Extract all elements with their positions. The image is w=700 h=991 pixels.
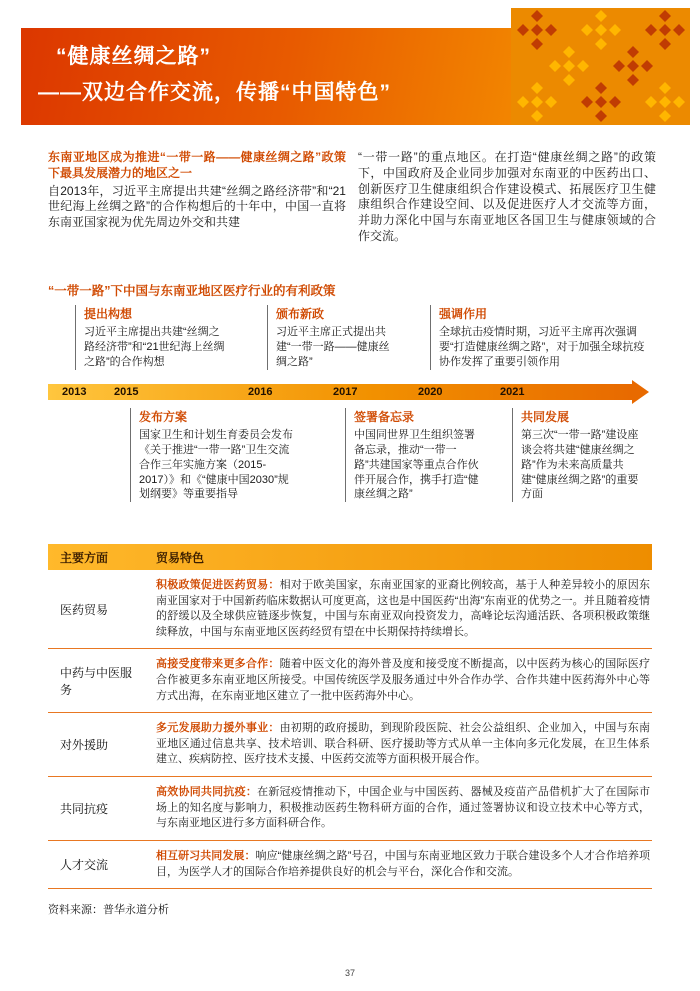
source-note: 资料来源：普华永道分析 (48, 904, 169, 917)
timeline-arrowhead-icon (632, 380, 649, 404)
timeline-item-label: 签署备忘录 (354, 410, 415, 424)
timeline-item-text: 习近平主席提出共建“丝绸之路经济带”和“21世纪海上丝绸之路”的合作构想 (84, 326, 225, 368)
table-header-aspect: 主要方面 (60, 550, 109, 565)
timeline-item-text: 国家卫生和计划生育委员会发布《关于推进“一带一路”卫生交流合作三年实施方案（2015-2017）》和《“健康中国2030”规划纲要》等重要指导 (139, 429, 293, 501)
timeline-title: “一带一路”下中国与东南亚地区医疗行业的有利政策 (48, 284, 336, 298)
timeline-item-2021 (512, 408, 642, 502)
decorative-pattern (511, 8, 690, 125)
row-lead-text: 高接受度带来更多合作： (156, 658, 280, 671)
intro-section (48, 150, 656, 280)
row-feature-text (148, 713, 652, 776)
row-feature-text (148, 841, 652, 888)
timeline-item-2015 (130, 408, 294, 502)
timeline-item-memorandum (345, 408, 479, 502)
timeline-item-label: 发布方案 (139, 410, 188, 424)
timeline-item-label: 共同发展 (521, 410, 570, 424)
row-body-text: 响应“健康丝绸之路”号召，中国与东南亚地区致力于联合建设多个人才合作培养项目，为医学人才的国际合作培养提供良好的机会与平台，深化合作和交流。 (156, 849, 651, 878)
row-lead-text: 积极政策促进医药贸易： (156, 579, 280, 591)
timeline-item-label: 提出构想 (84, 307, 133, 321)
timeline-year: 2017 (333, 386, 358, 398)
timeline-item-2013 (75, 305, 227, 370)
table-row-pharma-trade (48, 570, 652, 649)
row-aspect-label: 对外援助 (60, 738, 109, 753)
table-row-foreign-aid (48, 713, 652, 777)
trade-feature-table (48, 544, 652, 917)
intro-right-column (358, 150, 656, 245)
page-title-line2: ——双边合作交流，传播“中国特色” (38, 81, 391, 104)
row-lead-text: 多元发展助力援外事业： (156, 722, 280, 735)
intro-left-text: 自2013年，习近平主席提出共建“丝绸之路经济带”和“21世纪海上丝绸之路”的合作构想后的十年中，中国一直将东南亚国家视为优先周边外交和共建 (48, 183, 346, 230)
table-header-feature: 贸易特色 (156, 550, 205, 565)
intro-heading: 东南亚地区成为推进“一带一路——健康丝绸之路”政策下最具发展潜力的地区之一 (48, 150, 346, 180)
pattern-motif-graphic (511, 8, 690, 125)
intro-left-column (48, 150, 346, 231)
row-body-text: 随着中医文化的海外普及度和接受度不断提高，以中医药为核心的国际医疗合作被更多东南亚地区所接受。中国传统医学及服务通过中外合作办学、合作共建中医药海外中心等方式出海，在东南亚地区建立了一批中医药海外中心。 (156, 658, 651, 702)
row-aspect-label: 人才交流 (60, 858, 109, 873)
table-row-tcm-services (48, 649, 652, 713)
row-feature-text (148, 570, 652, 648)
table-row-talent-exchange (48, 841, 652, 889)
timeline-item-text: 习近平主席正式提出共建“一带一路——健康丝绸之路” (276, 326, 390, 368)
row-aspect-label: 中药与中医服务 (60, 665, 133, 697)
timeline-axis (48, 384, 632, 400)
row-feature-text (148, 777, 652, 840)
page-title-line1: “健康丝绸之路” (56, 45, 211, 68)
page-number: 37 (344, 968, 355, 978)
timeline-item-2017 (267, 305, 391, 370)
table-row-pandemic-cooperation (48, 777, 652, 841)
row-body-text: 由初期的政府援助，到现阶段医院、社会公益组织、企业加入，中国与东南亚地区通过信息共享、技术培训、联合科研、医疗援助等方式从单一主体向多元化发展，在卫生体系建立、疾病防控、医疗技术支援、中医药交流等方面积极开展合作。 (156, 722, 651, 766)
row-lead-text: 相互研习共同发展： (156, 849, 256, 862)
timeline-year: 2016 (248, 386, 273, 398)
timeline-year: 2021 (500, 386, 525, 398)
row-body-text: 相对于欧美国家，东南亚国家的亚裔比例较高，基于人种差异较小的原因东南亚国家对于中国新药临床数据认可度更高，这也是中国医药“出海”东南亚的优势之一。并且随着疫情的舒缓以及全球供应链逐步恢复，中国与东南亚双向投资发力，高峰论坛沟通活跃、各项积极政策继续释放，中国与东南亚地区医药经贸有望在中长期保持持续增长。 (156, 579, 651, 638)
timeline-section (0, 281, 700, 543)
row-body-text: 在新冠疫情推动下，中国企业与中国医药、器械及疫苗产品借机扩大了在国际市场上的知名度与影响力，积极推动医药生物科研方面的合作，通过签署协议和设立技术中心等方式，与东南亚地区进行多方面科研合作。 (156, 786, 650, 830)
intro-right-text: “一带一路”的重点地区。在打造“健康丝绸之路”的政策下，中国政府及企业同步加强对东南亚的中医药出口、创新医疗卫生健康组织合作建设模式、拓展医疗卫生健康组织合作建设空间、以及促进医疗人才交流等方面，并助力深化中国与东南亚地区各国卫生与健康领域的合作交流。 (358, 150, 656, 244)
timeline-item-text: 中国同世界卫生组织签署备忘录，推动“一带一路”共建国家等重点合作伙伴开展合作，携手打造“健康丝绸之路” (354, 429, 479, 501)
row-feature-text (148, 649, 652, 712)
row-aspect-label: 共同抗疫 (60, 802, 109, 816)
timeline-item-label: 强调作用 (439, 307, 488, 321)
timeline-year: 2013 (62, 386, 87, 398)
timeline-item-label: 颁布新政 (276, 307, 325, 321)
timeline-year: 2020 (418, 386, 443, 398)
header-title-band (21, 28, 511, 125)
timeline-item-text: 全球抗击疫情时期，习近平主席再次强调要“打造健康丝绸之路”，对于加强全球抗疫协作发挥了重要引领作用 (439, 326, 645, 368)
timeline-year: 2015 (114, 386, 139, 398)
row-aspect-label: 医药贸易 (60, 602, 109, 617)
table-header-row (48, 544, 652, 570)
timeline-item-text: 第三次“一带一路”建设座谈会将共建“健康丝绸之路”作为未来高质量共建“健康丝绸之路”的重要方面 (521, 429, 639, 501)
row-lead-text: 高效协同共同抗疫： (156, 786, 258, 799)
timeline-item-2020 (430, 305, 648, 370)
